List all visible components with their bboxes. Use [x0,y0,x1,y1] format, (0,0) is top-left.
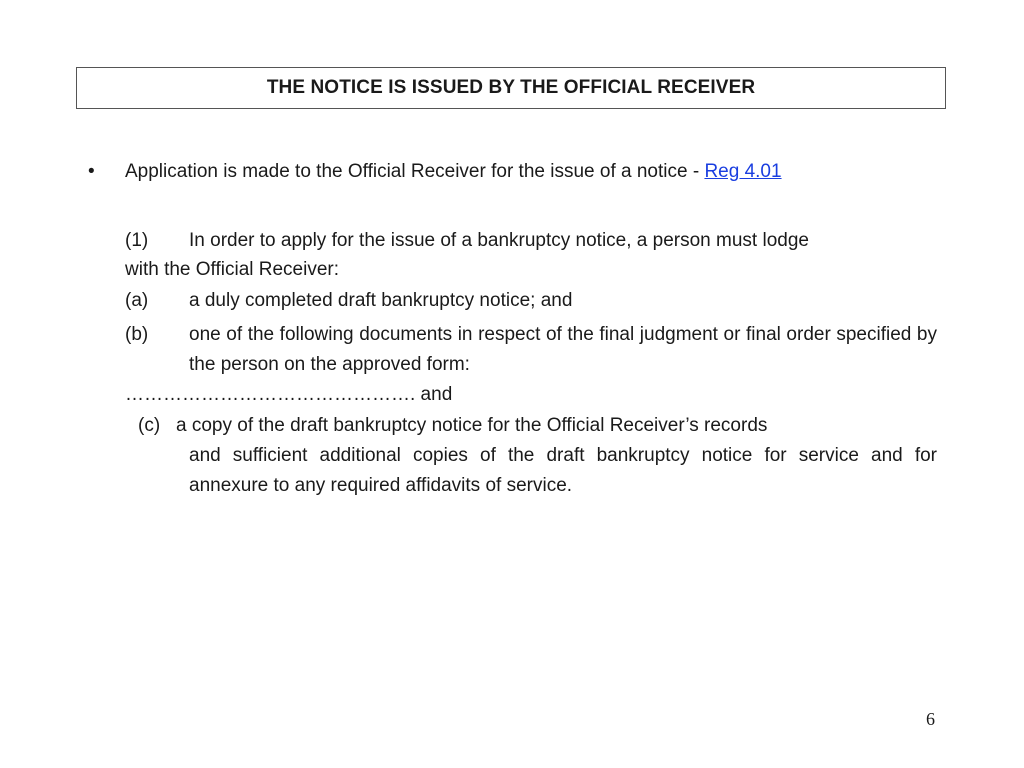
item-1-second-line: with the Official Receiver: [125,259,340,280]
ellipsis-line: ………………………………………. and [125,384,453,405]
bullet-text: Application is made to the Official Receiver for the issue of a notice - [125,161,705,182]
item-a-marker: (a) [125,290,149,311]
item-1-first-line: In order to apply for the issue of a bankruptcy notice, a person must lodge [189,230,809,251]
page-number: 6 [926,709,935,729]
item-b-marker: (b) [125,324,149,345]
slide-title: THE NOTICE IS ISSUED BY THE OFFICIAL RECEIVER [266,77,756,98]
item-b-text: one of the following documents in respect of the final judgment or final order specified by the person on the approved form: [189,324,937,375]
bullet-marker: • [88,161,95,182]
title-box [76,67,946,109]
bullet-paragraph [125,160,782,184]
item-c-line: (c) a copy of the draft bankruptcy notice for the Official Receiver’s records [138,415,768,436]
reg-4-01-link[interactable]: Reg 4.01 [704,161,782,182]
item-1-marker: (1) [125,230,149,251]
item-c-continuation: and sufficient additional copies of the draft bankruptcy notice for service and for annexure to any required affidavits of service. [189,445,937,496]
item-a-text: a duly completed draft bankruptcy notice; and [189,290,573,311]
